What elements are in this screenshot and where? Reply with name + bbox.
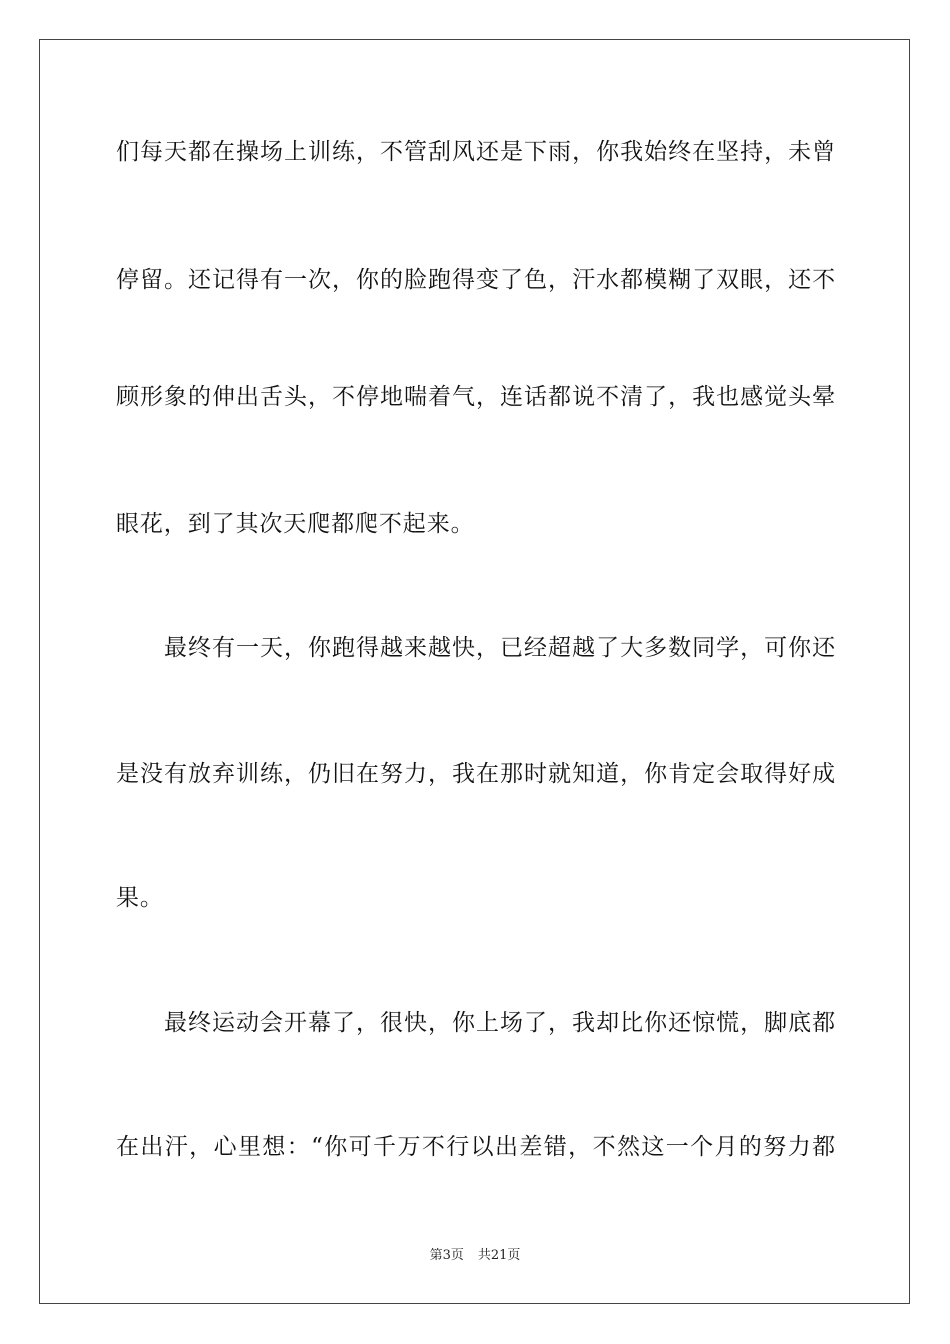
body-text-line-9: 在出汗，心里想：“你可千万不行以出差错，不然这一个月的努力都 (116, 1134, 836, 1160)
body-text-line-1: 们每天都在操场上训练，不管刮风还是下雨，你我始终在坚持，未曾 (116, 139, 836, 165)
body-text-line-6: 是没有放弃训练，仍旧在努力，我在那时就知道，你肯定会取得好成 (116, 761, 836, 787)
page-number: 第3页 (429, 1248, 464, 1263)
page-frame (39, 39, 910, 1304)
body-text-line-7: 果。 (116, 885, 164, 911)
page-footer (0, 1247, 950, 1265)
body-text-line-4: 眼花，到了其次天爬都爬不起来。 (116, 511, 475, 537)
body-text-line-8: 最终运动会开幕了，很快，你上场了，我却比你还惊慌，脚底都 (164, 1010, 836, 1036)
body-text-line-3: 顾形象的伸出舌头，不停地喘着气，连话都说不清了，我也感觉头晕 (116, 384, 836, 410)
page-total: 共21页 (477, 1248, 521, 1263)
body-text-line-2: 停留。还记得有一次，你的脸跑得变了色，汗水都模糊了双眼，还不 (116, 267, 836, 293)
body-text-line-5: 最终有一天，你跑得越来越快，已经超越了大多数同学，可你还 (164, 635, 836, 661)
